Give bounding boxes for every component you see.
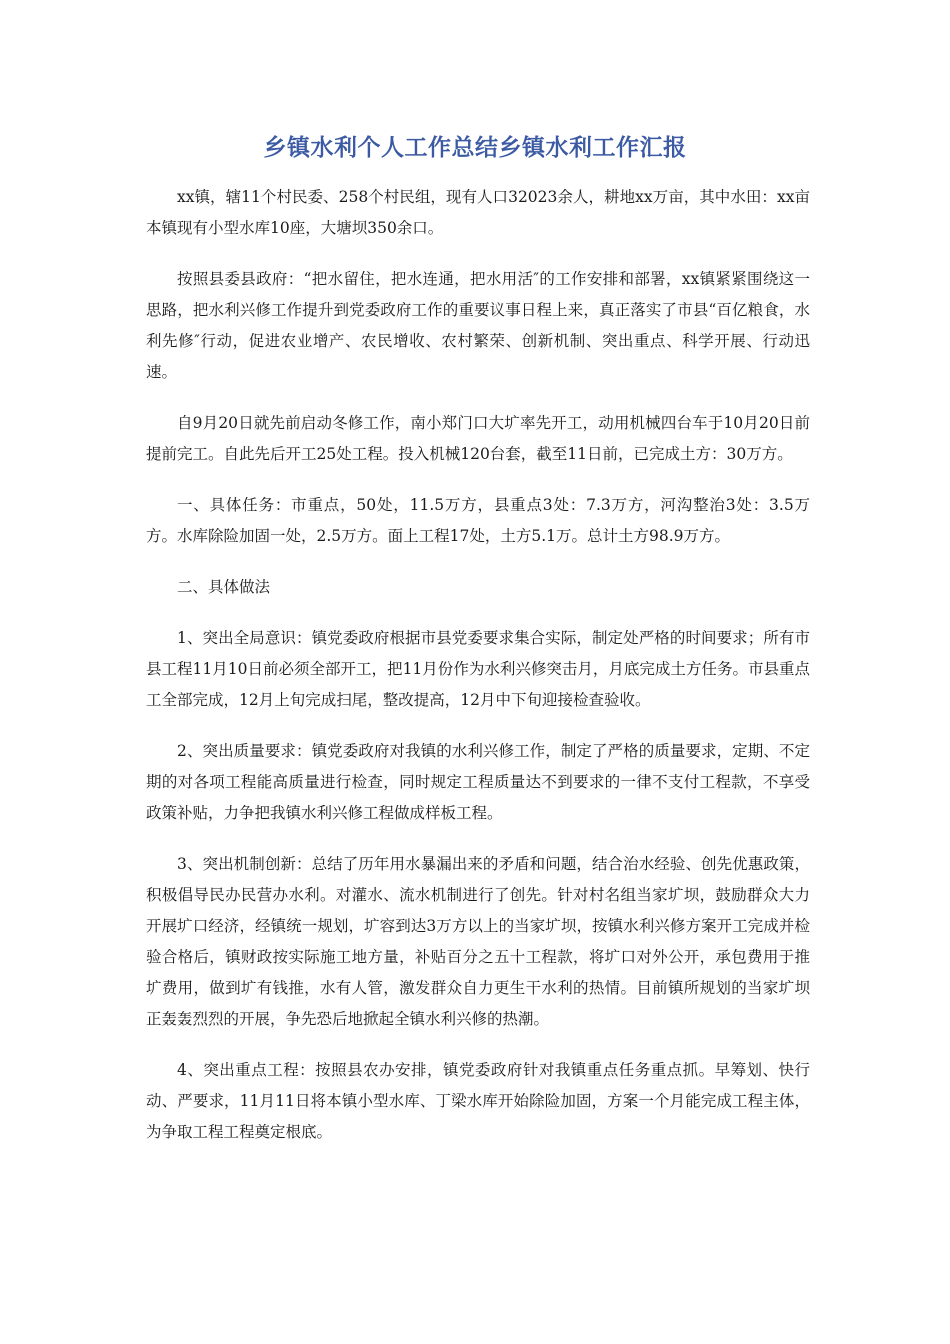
paragraph-progress: 自9月20日就先前启动冬修工作，南小郑门口大圹率先开工，动用机械四台车于10月20日前提前完工。自此先后开工25处工程。投入机械120台套，截至11日前，已完成土方：30万方。 — [146, 414, 810, 463]
paragraph-intro: xx镇，辖11个村民委、258个村民组，现有人口32023余人，耕地xx万亩，其中水田：xx亩本镇现有小型水库10座，大塘坝350余口。 — [146, 188, 810, 237]
paragraph-policy: 按照县委县政府：“把水留住，把水连通，把水用活″的工作安排和部署，xx镇紧紧围绕这一思路，把水利兴修工作提升到党委政府工作的重要议事日程上来，真正落实了市县“百亿粮食，水利先修″行动，促进农业增产、农民增收、农村繁荣、创新机制、突出重点、科学开展、行动迅速。 — [146, 270, 810, 381]
paragraph-method-1: 1、突出全局意识：镇党委政府根据市县党委要求集合实际，制定处严格的时间要求；所有市县工程11月10日前必须全部开工，把11月份作为水利兴修突击月，月底完成土方任务。市县重点工全部完成，12月上旬完成扫尾，整改提高，12月中下旬迎接检查验收。 — [146, 629, 810, 709]
paragraph-method-3: 3、突出机制创新：总结了历年用水暴漏出来的矛盾和问题，结合治水经验、创先优惠政策，积极倡导民办民营办水利。对灌水、流水机制进行了创先。针对村名组当家圹坝，鼓励群众大力开展圹口经济，经镇统一规划，圹容到达3万方以上的当家圹坝，按镇水利兴修方案开工完成并检验合格后，镇财政按实际施工地方量，补贴百分之五十工程款，将圹口对外公开，承包费用于推圹费用，做到圹有钱推，水有人管，激发群众自力更生干水利的热情。目前镇所规划的当家圹坝正轰轰烈烈的开展，争先恐后地掀起全镇水利兴修的热潮。 — [146, 855, 810, 1028]
section-heading-methods: 二、具体做法 — [177, 578, 271, 596]
paragraph-method-2: 2、突出质量要求：镇党委政府对我镇的水利兴修工作，制定了严格的质量要求，定期、不定期的对各项工程能高质量进行检查，同时规定工程质量达不到要求的一律不支付工程款，不享受政策补贴，力争把我镇水利兴修工程做成样板工程。 — [146, 742, 810, 822]
paragraph-tasks: 一、具体任务：市重点，50处，11.5万方，县重点3处：7.3万方，河沟整治3处：3.5万方。水库除险加固一处，2.5万方。面上工程17处，土方5.1万。总计土方98.9万方。 — [146, 496, 810, 545]
paragraph-method-4: 4、突出重点工程：按照县农办安排，镇党委政府针对我镇重点任务重点抓。早筹划、快行动、严要求，11月11日将本镇小型水库、丁梁水库开始除险加固，方案一个月能完成工程主体，为争取工程工程奠定根底。 — [146, 1061, 810, 1141]
document-title: 乡镇水利个人工作总结乡镇水利工作汇报 — [263, 135, 687, 161]
document-body — [146, 182, 810, 1168]
